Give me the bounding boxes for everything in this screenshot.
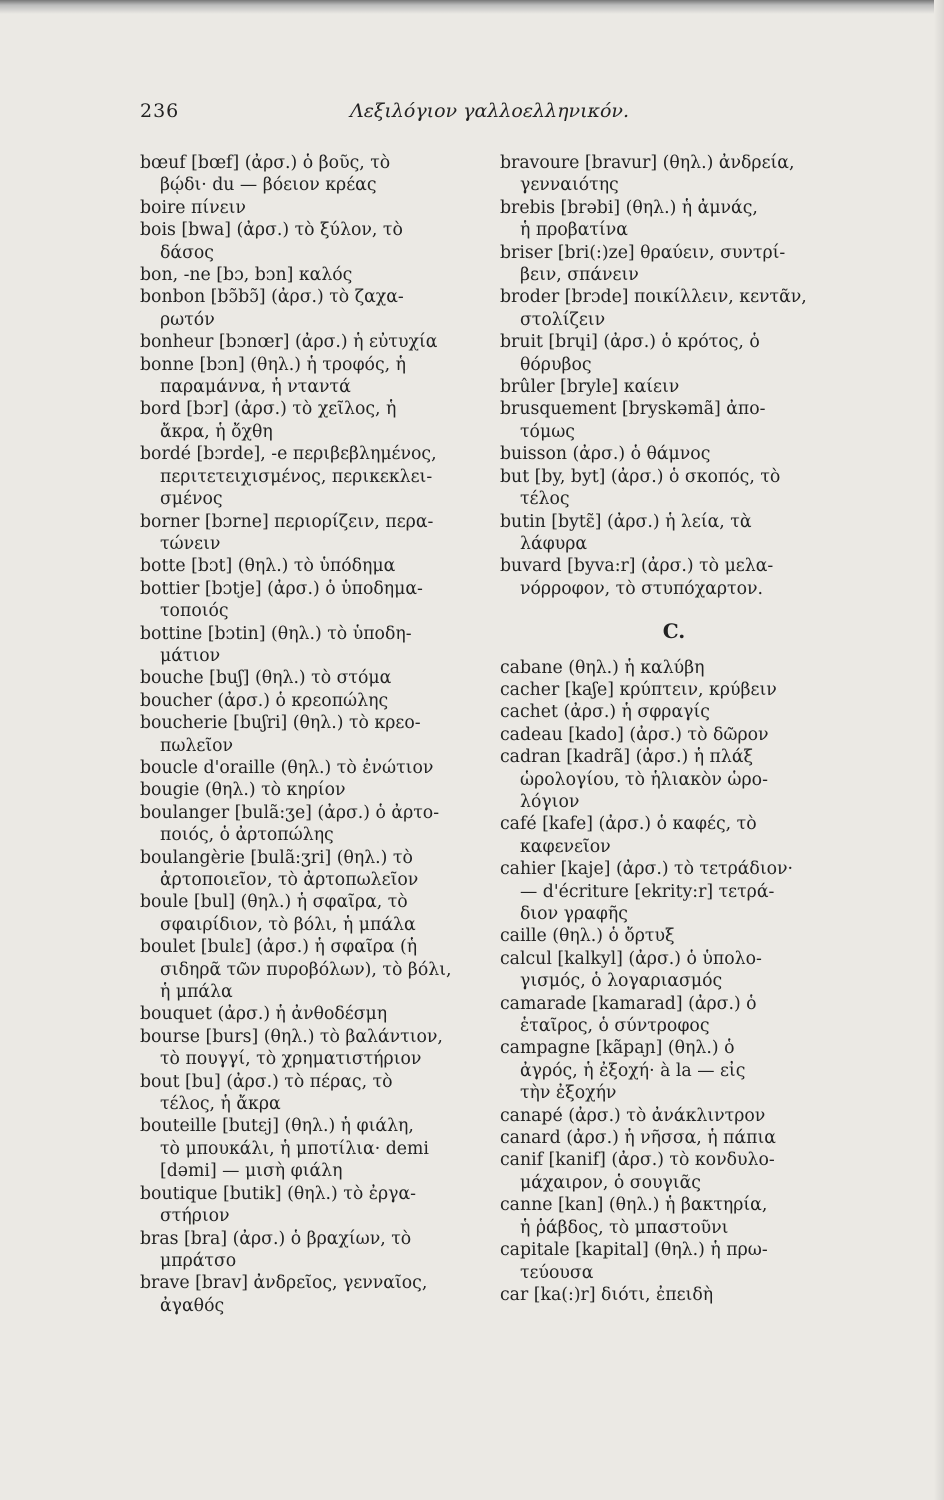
- entry-continuation: λάφυρα: [520, 533, 588, 554]
- dictionary-entry: [140, 578, 480, 623]
- page-number: 236: [140, 100, 180, 122]
- entry-headline: cadeau [kado] (ἀρσ.) τὸ δῶρον: [500, 724, 769, 745]
- page-header: [140, 100, 820, 130]
- dictionary-entry: [140, 690, 480, 712]
- entry-continuation: ἡ μπάλα: [160, 982, 233, 1003]
- dictionary-entry: [140, 1272, 480, 1317]
- entry-headline: bonheur [bɔnœr] (ἀρσ.) ἡ εὐτυχία: [140, 332, 438, 353]
- entry-headline: bras [bra] (ἀρσ.) ὁ βραχίων, τὸ: [140, 1228, 412, 1249]
- entry-headline: boulanger [bulã:ʒe] (ἀρσ.) ὁ ἀρτο-: [140, 802, 440, 823]
- entry-headline: bottine [bɔtin] (θηλ.) τὸ ὑποδη-: [140, 623, 412, 644]
- dictionary-entry: [500, 1284, 830, 1306]
- entry-headline: boutique [butik] (θηλ.) τὸ ἐργα-: [140, 1183, 417, 1204]
- entry-headline: boulangèrie [bulã:ʒri] (θηλ.) τὸ: [140, 847, 413, 868]
- entry-headline: bourse [burs] (θηλ.) τὸ βαλάντιον,: [140, 1026, 443, 1047]
- dictionary-entry: [500, 1194, 830, 1239]
- dictionary-entry: [140, 712, 480, 757]
- dictionary-entry: [500, 511, 830, 556]
- dictionary-entry: [500, 398, 830, 443]
- dictionary-entry: [500, 657, 830, 679]
- entry-headline: car [ka(:)r] διότι, ἐπειδὴ: [500, 1284, 714, 1305]
- entry-headline: brûler [bryle] καίειν: [500, 377, 680, 398]
- dictionary-entry: [500, 242, 830, 287]
- dictionary-entry: [140, 219, 480, 264]
- left-column: [140, 152, 480, 1317]
- dictionary-entry: [500, 555, 830, 600]
- entry-headline: bord [bɔr] (ἀρσ.) τὸ χεῖλος, ἡ: [140, 399, 397, 420]
- dictionary-entry: [140, 891, 480, 936]
- entry-headline: boulet [bulɛ] (ἀρσ.) ἡ σφαῖρα (ἡ: [140, 937, 418, 958]
- dictionary-entry: [140, 354, 480, 399]
- entry-continuation: ἀγαθός: [160, 1295, 225, 1316]
- entry-headline: bordé [bɔrde], -e περιβεβλημένος,: [140, 444, 437, 465]
- entry-continuation: τὴν ἐξοχήν: [520, 1083, 617, 1104]
- entry-continuation: μάτιον: [160, 645, 221, 666]
- dictionary-entry: [140, 555, 480, 577]
- entry-headline: but [by, byt] (ἀρσ.) ὁ σκοπός, τὸ: [500, 466, 781, 487]
- entry-headline: bougie (θηλ.) τὸ κηρίον: [140, 780, 346, 801]
- entry-continuation: περιτετειχισμένος, περικεκλει-: [160, 466, 433, 487]
- entry-headline: bouquet (ἀρσ.) ἡ ἀνθοδέσμη: [140, 1004, 388, 1025]
- entry-continuation: διον γραφῆς: [520, 904, 628, 924]
- entry-continuation: σφαιρίδιον, τὸ βόλι, ἡ μπάλα: [160, 914, 416, 935]
- entry-headline: bout [bu] (ἀρσ.) τὸ πέρας, τὸ: [140, 1071, 393, 1092]
- entry-continuation: θόρυβος: [520, 354, 592, 375]
- dictionary-entry: [500, 724, 830, 746]
- entry-continuation: τοποιός: [160, 601, 229, 622]
- dictionary-entry: [500, 1149, 830, 1194]
- entry-headline: cabane (θηλ.) ἡ καλύβη: [500, 657, 705, 678]
- dictionary-entry: [500, 466, 830, 511]
- entry-continuation: νόρροφον, τὸ στυπόχαρτον.: [520, 578, 763, 599]
- entry-continuation: τὸ πουγγί, τὸ χρηματιστήριον: [160, 1049, 422, 1070]
- dictionary-entry: [140, 1183, 480, 1228]
- entry-continuation: βειν, σπάνειν: [520, 265, 639, 286]
- dictionary-entry: [140, 443, 480, 510]
- entry-headline: bois [bwa] (ἀρσ.) τὸ ξύλον, τὸ: [140, 220, 403, 241]
- entry-headline: borner [bɔrne] περιορίζειν, περα-: [140, 511, 434, 532]
- entry-headline: campagne [kãpaɲ] (θηλ.) ὁ: [500, 1038, 735, 1059]
- entry-continuation: μάχαιρον, ὁ σουγιᾶς: [520, 1172, 701, 1193]
- c-entries: [500, 657, 830, 1307]
- entry-headline: calcul [kalkyl] (ἀρσ.) ὁ ὑπολο-: [500, 948, 762, 969]
- entry-continuation: μπράτσο: [160, 1250, 237, 1271]
- entry-headline: boule [bul] (θηλ.) ἡ σφαῖρα, τὸ: [140, 892, 408, 913]
- entry-continuation: ἑταῖρος, ὁ σύντροφος: [520, 1016, 710, 1037]
- dictionary-entry: [500, 443, 830, 465]
- entry-continuation: τεύουσα: [520, 1262, 594, 1283]
- entry-headline: bon, -ne [bɔ, bɔn] καλός: [140, 265, 353, 286]
- dictionary-entry: [500, 813, 830, 858]
- entry-headline: canif [kanif] (ἀρσ.) τὸ κονδυλο-: [500, 1150, 775, 1171]
- dictionary-entry: [500, 1239, 830, 1284]
- entry-headline: cahier [kaje] (ἀρσ.) τὸ τετράδιον·: [500, 859, 793, 880]
- entry-headline: bonne [bɔn] (θηλ.) ἡ τροφός, ἡ: [140, 354, 406, 375]
- running-title: Λεξιλόγιον γαλλοελληνικόν.: [350, 100, 630, 122]
- entry-headline: canard (ἀρσ.) ἡ νῆσσα, ἡ πάπια: [500, 1128, 776, 1149]
- dictionary-entry: [500, 925, 830, 947]
- entry-continuation: — d'écriture [ekrity:r] τετρά-: [520, 881, 775, 902]
- dictionary-entry: [140, 936, 480, 1003]
- entry-continuation: ρωτόν: [160, 309, 215, 330]
- right-column: [500, 152, 830, 1306]
- entry-headline: brave [brav] ἀνδρεῖος, γενναῖος,: [140, 1273, 428, 1294]
- dictionary-entry: [500, 197, 830, 242]
- entry-headline: boucher (ἀρσ.) ὁ κρεοπώλης: [140, 690, 389, 711]
- dictionary-entry: [500, 376, 830, 398]
- entry-headline: boucle d'oraille (θηλ.) τὸ ἐνώτιον: [140, 757, 434, 778]
- entry-headline: cadran [kadrã] (ἀρσ.) ἡ πλάξ: [500, 747, 754, 768]
- dictionary-entry: [500, 331, 830, 376]
- dictionary-entry: [140, 757, 480, 779]
- entry-headline: boire πίνειν: [140, 197, 246, 218]
- entry-headline: bouteille [butɛj] (θηλ.) ἡ φιάλη,: [140, 1116, 414, 1137]
- dictionary-entry: [500, 993, 830, 1038]
- dictionary-entry: [500, 679, 830, 701]
- entry-headline: boucherie [buʃri] (θηλ.) τὸ κρεο-: [140, 713, 421, 734]
- dictionary-entry: [140, 1115, 480, 1182]
- dictionary-entry: [500, 948, 830, 993]
- dictionary-entry: [140, 1003, 480, 1025]
- entry-headline: bonbon [bɔ̃bɔ̃] (ἀρσ.) τὸ ζαχα-: [140, 287, 404, 308]
- entry-continuation: λόγιον: [520, 791, 580, 812]
- entry-continuation: τόμως: [520, 421, 575, 442]
- entry-headline: canne [kan] (θηλ.) ἡ βακτηρία,: [500, 1195, 768, 1216]
- entry-continuation: πωλεῖον: [160, 735, 234, 756]
- dictionary-entry: [140, 331, 480, 353]
- entry-continuation: σιδηρᾶ τῶν πυροβόλων), τὸ βόλι,: [160, 959, 452, 980]
- entry-headline: brebis [brəbi] (θηλ.) ἡ ἀμνάς,: [500, 197, 758, 218]
- entry-continuation: τέλος: [520, 489, 570, 510]
- dictionary-entry: [140, 152, 480, 197]
- dictionary-entry: [140, 1071, 480, 1116]
- entry-continuation: ποιός, ὁ ἀρτοπώλης: [160, 825, 334, 846]
- dictionary-entry: [500, 1037, 830, 1104]
- dictionary-entry: [500, 746, 830, 813]
- entry-headline: cacher [kaʃe] κρύπτειν, κρύβειν: [500, 679, 777, 700]
- entry-continuation: τὸ μπουκάλι, ἡ μποτίλια· demi: [160, 1138, 429, 1159]
- dictionary-entry: [500, 1127, 830, 1149]
- dictionary-entry: [500, 286, 830, 331]
- dictionary-entry: [140, 511, 480, 556]
- dictionary-entry: [500, 1105, 830, 1127]
- entry-headline: buvard [byva:r] (ἀρσ.) τὸ μελα-: [500, 556, 774, 577]
- dictionary-entry: [140, 286, 480, 331]
- entry-headline: bravoure [bravur] (θηλ.) ἀνδρεία,: [500, 153, 795, 173]
- dictionary-entry: [140, 197, 480, 219]
- entry-continuation: ἡ ῥάβδος, τὸ μπαστοῦνι: [520, 1217, 729, 1238]
- entry-continuation: βῴδι· du — βόειον κρέας: [160, 175, 377, 196]
- entry-continuation: δάσος: [160, 242, 214, 263]
- entry-headline: capitale [kapital] (θηλ.) ἡ πρω-: [500, 1240, 768, 1261]
- entry-continuation: ἡ προβατίνα: [520, 220, 628, 241]
- dictionary-entry: [500, 858, 830, 925]
- dictionary-entry: [140, 623, 480, 668]
- entry-continuation: στολίζειν: [520, 309, 606, 330]
- entry-continuation: τέλος, ἡ ἄκρα: [160, 1094, 281, 1115]
- dictionary-entry: [140, 802, 480, 847]
- scan-right-edge: [934, 0, 944, 1500]
- dictionary-entry: [500, 701, 830, 723]
- entry-headline: bouche [buʃ] (θηλ.) τὸ στόμα: [140, 668, 392, 689]
- entry-continuation: ἀρτοποιεῖον, τὸ ἀρτοπωλεῖον: [160, 870, 419, 890]
- entry-continuation: παραμάννα, ἡ νταντά: [160, 377, 351, 398]
- entry-continuation: ἀγρός, ἡ ἐξοχή· à la — εἰς: [520, 1060, 746, 1081]
- entry-headline: bœuf [bœf] (ἀρσ.) ὁ βοῦς, τὸ: [140, 153, 391, 173]
- entry-continuation: ὡρολογίου, τὸ ἡλιακὸν ὡρο-: [520, 769, 768, 790]
- dictionary-entry: [140, 779, 480, 801]
- entry-continuation: ἄκρα, ἡ ὄχθη: [160, 421, 273, 442]
- dictionary-entry: [500, 152, 830, 197]
- entry-headline: cachet (ἀρσ.) ἡ σφραγίς: [500, 702, 710, 723]
- dictionary-entry: [140, 1228, 480, 1273]
- entry-headline: café [kafe] (ἀρσ.) ὁ καφές, τὸ: [500, 814, 757, 835]
- entry-headline: botte [bɔt] (θηλ.) τὸ ὑπόδημα: [140, 556, 396, 577]
- b-entries: [500, 152, 830, 600]
- dictionary-entry: [140, 398, 480, 443]
- entry-headline: butin [bytɛ̃] (ἀρσ.) ἡ λεία, τὰ: [500, 511, 752, 532]
- section-letter: C.: [662, 619, 686, 644]
- dictionary-entry: [140, 1026, 480, 1071]
- entry-continuation: στήριον: [160, 1206, 230, 1227]
- entry-headline: canapé (ἀρσ.) τὸ ἀνάκλιντρον: [500, 1105, 766, 1126]
- dictionary-entry: [140, 264, 480, 286]
- entry-headline: broder [brɔde] ποικίλλειν, κεντᾶν,: [500, 287, 807, 308]
- entry-headline: brusquement [bryskəmã] ἀπο-: [500, 399, 766, 420]
- entry-headline: camarade [kamarad] (ἀρσ.) ὁ: [500, 993, 757, 1014]
- dictionary-entry: [140, 667, 480, 689]
- entry-continuation: γισμός, ὁ λογαριασμός: [520, 971, 723, 992]
- scan-top-edge: [0, 0, 944, 14]
- entry-continuation: σμένος: [160, 489, 223, 510]
- dictionary-entry: [140, 847, 480, 892]
- entry-headline: caille (θηλ.) ὁ ὄρτυξ: [500, 926, 675, 947]
- entry-headline: buisson (ἀρσ.) ὁ θάμνος: [500, 444, 711, 465]
- entry-continuation: [dəmi] — μισὴ φιάλη: [160, 1161, 343, 1182]
- entry-continuation: γενναιότης: [520, 175, 619, 196]
- entry-headline: bruit [brɥi] (ἀρσ.) ὁ κρότος, ὁ: [500, 332, 760, 353]
- entry-continuation: καφενεῖον: [520, 836, 611, 857]
- entry-continuation: τώνειν: [160, 533, 221, 554]
- entry-headline: briser [bri(:)ze] θραύειν, συντρί-: [500, 242, 786, 263]
- entry-headline: bottier [bɔtje] (ἀρσ.) ὁ ὑποδημα-: [140, 578, 423, 599]
